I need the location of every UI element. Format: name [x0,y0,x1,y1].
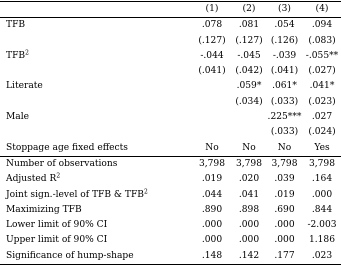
row-label: Stoppage age fixed effects [0,141,192,157]
cell: -.039 [272,50,297,61]
cell: .164 [311,174,333,185]
se-row-tfb [0,34,341,49]
cell: 3,798 [235,158,263,169]
row-label: Literate [6,81,43,92]
stat-row-joint-significance [0,188,341,203]
cell: .000 [311,189,333,200]
cell: .898 [238,204,260,215]
cell: .000 [201,220,223,231]
row-label-sup: 2 [143,188,148,196]
se-row-male [0,125,341,140]
cell: (.024) [308,127,336,138]
cell: .000 [238,235,260,246]
regression-table [0,1,341,265]
cell: 3,798 [308,158,336,169]
cell: (.034) [235,96,263,107]
cell: 3,798 [198,158,226,169]
cell: .041* [309,81,335,92]
row-label-text: Joint sign.-level of TFB & TFB [6,189,144,200]
cell [192,125,232,140]
row-label [0,64,192,79]
header-col-4: (4) [303,2,341,18]
cell: .039 [274,174,295,185]
cell: No [192,141,232,157]
cell: (.033) [270,127,299,138]
row-label-text: Adjusted R [6,174,57,185]
cell: -.044 [200,50,224,61]
cell: (.083) [308,35,336,46]
se-row-literate [0,95,341,110]
coef-row-tfb [0,18,341,34]
row-label-text: TFB [6,50,26,61]
cell: .019 [201,174,223,185]
cell: .000 [274,220,295,231]
row-label [0,34,192,49]
cell: (.033) [270,96,299,107]
cell: No [266,141,303,157]
cell [192,79,232,94]
cell: 3,798 [271,158,298,169]
row-label-sup: 2 [25,49,29,57]
cell: (.127) [198,35,226,46]
cell: 1.186 [308,235,336,246]
cell: -.055** [305,50,339,61]
header-col-2: (2) [232,2,266,18]
cell: No [232,141,266,157]
cell: .000 [201,235,223,246]
cell [192,95,232,110]
row-label: Lower limit of 90% CI [6,220,108,231]
cell: .094 [311,20,333,31]
cell: (.127) [235,35,263,46]
cell: .041 [238,189,260,200]
row-label [0,18,192,34]
stat-row-hump-shape [0,249,341,265]
stat-row-observations [0,156,341,172]
se-row-tfb-squared [0,64,341,79]
stat-row-adjusted-r2 [0,172,341,187]
cell: (.023) [308,96,336,107]
cell: .000 [274,235,295,246]
cell: .000 [238,220,260,231]
cell: .078 [201,20,223,31]
row-label: Male [6,112,30,123]
cell: .019 [274,189,295,200]
coef-row-literate [0,79,341,94]
cell: .844 [311,204,333,215]
cell: .690 [274,204,295,215]
cell: (.041) [198,66,226,77]
cell: (.041) [270,66,299,77]
cell: .044 [201,189,223,200]
row-label [0,172,192,187]
row-label [0,188,192,203]
row-label: Upper limit of 90% CI [6,235,108,246]
header-col-1: (1) [192,2,232,18]
row-label [0,95,192,110]
stat-row-maximizing-tfb [0,203,341,218]
coef-row-tfb-squared [0,49,341,64]
cell: .148 [192,249,232,265]
row-label: Significance of hump-shape [0,249,192,265]
cell: .177 [266,249,303,265]
cell: (.042) [235,66,263,77]
cell: Yes [303,141,341,157]
cell: (.126) [270,35,299,46]
stat-row-upper-ci [0,233,341,248]
stat-row-lower-ci [0,218,341,233]
cell: .023 [303,249,341,265]
cell: .054 [274,20,295,31]
cell: .061* [272,81,297,92]
cell: .142 [232,249,266,265]
cell: .225*** [267,112,302,123]
row-label: Maximizing TFB [6,204,82,215]
cell: -2.003 [307,220,337,231]
row-label [0,125,192,140]
header-col-3: (3) [266,2,303,18]
row-label-text: TFB [6,20,26,31]
row-label: Number of observations [6,158,118,169]
header-row [0,2,341,18]
cell: .890 [201,204,223,215]
cell [232,125,266,140]
cell: .020 [238,174,260,185]
row-label-sup: 2 [56,172,61,180]
cell [192,110,232,125]
cell: .081 [238,20,260,31]
coef-row-male [0,110,341,125]
fixed-effects-row [0,141,341,157]
cell: (.027) [308,66,336,77]
cell: -.045 [237,50,261,61]
cell [232,110,266,125]
header-label-cell [0,2,192,18]
cell: .027 [311,112,333,123]
row-label [0,49,192,64]
cell: .059* [236,81,262,92]
